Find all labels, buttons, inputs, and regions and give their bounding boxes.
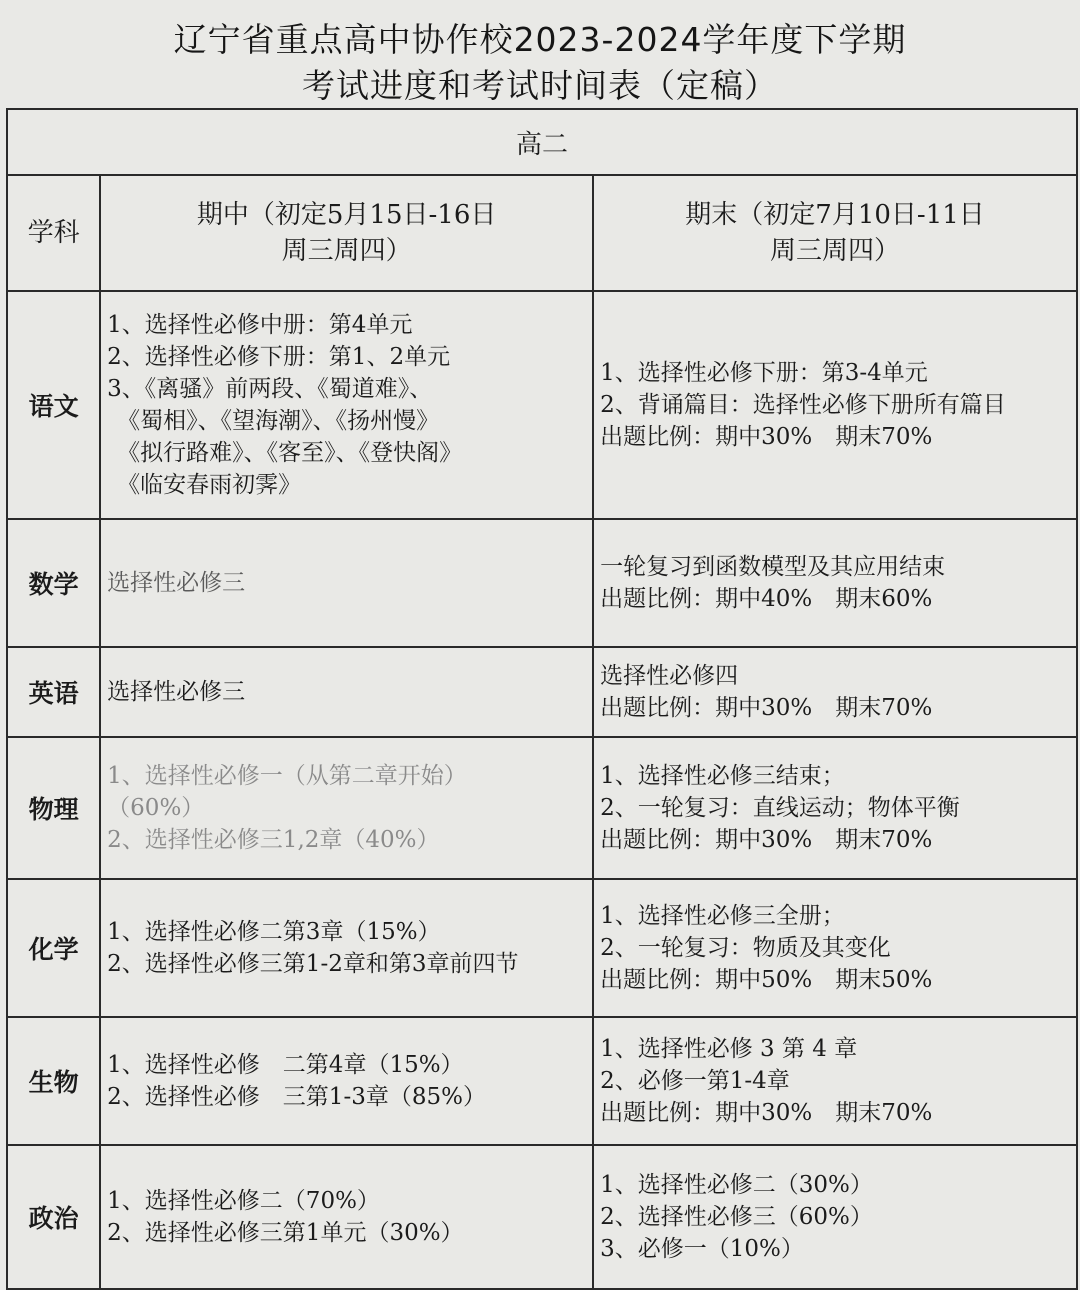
final-scope-cell bbox=[593, 737, 1077, 879]
content-line: 一轮复习到函数模型及其应用结束 bbox=[600, 554, 946, 580]
content-line: 1、选择性必修三结束； bbox=[600, 763, 845, 789]
subject-cell: 政治 bbox=[7, 1145, 100, 1289]
content-line: 2、一轮复习：物质及其变化 bbox=[600, 935, 891, 961]
content-line: 1、选择性必修 3 第 4 章 bbox=[600, 1036, 858, 1062]
final-scope-cell bbox=[593, 1017, 1077, 1145]
final-header-line1: 期末（初定7月10日-11日 bbox=[685, 200, 985, 230]
midterm-column-header bbox=[100, 175, 593, 291]
content-line: 出题比例：期中30% 期末70% bbox=[600, 424, 933, 450]
midterm-scope-cell bbox=[100, 291, 593, 519]
content-line: 1、选择性必修 二第4章（15%） bbox=[107, 1052, 464, 1078]
content-line: 1、选择性必修下册：第3-4单元 bbox=[600, 360, 928, 386]
table-row bbox=[7, 1017, 1077, 1145]
table-row bbox=[7, 291, 1077, 519]
midterm-scope-cell bbox=[100, 519, 593, 647]
content-line: 1、选择性必修二（30%） bbox=[600, 1172, 873, 1198]
content-line: 2、选择性必修 三第1-3章（85%） bbox=[107, 1084, 486, 1110]
table-row bbox=[7, 647, 1077, 737]
exam-schedule-table bbox=[6, 108, 1078, 1290]
midterm-scope-cell bbox=[100, 737, 593, 879]
content-line: 选择性必修三 bbox=[107, 570, 246, 596]
midterm-header-line1: 期中（初定5月15日-16日 bbox=[196, 200, 497, 230]
content-line: 出题比例：期中30% 期末70% bbox=[600, 1100, 933, 1126]
final-scope-cell bbox=[593, 879, 1077, 1017]
content-line: 出题比例：期中40% 期末60% bbox=[600, 586, 933, 612]
final-scope-cell bbox=[593, 291, 1077, 519]
content-line: 出题比例：期中30% 期末70% bbox=[600, 695, 933, 721]
table-row bbox=[7, 1145, 1077, 1289]
content-line: 《临安春雨初霁》 bbox=[117, 472, 302, 498]
subject-cell: 数学 bbox=[7, 519, 100, 647]
final-scope-cell bbox=[593, 519, 1077, 647]
content-line: 1、选择性必修一（从第二章开始） bbox=[107, 763, 467, 789]
content-line: 《拟行路难》、《客至》、《登快阁》 bbox=[117, 440, 463, 466]
subject-cell: 英语 bbox=[7, 647, 100, 737]
content-line: 2、背诵篇目：选择性必修下册所有篇目 bbox=[600, 392, 1006, 418]
content-line: 1、选择性必修二第3章（15%） bbox=[107, 919, 441, 945]
subject-cell: 物理 bbox=[7, 737, 100, 879]
midterm-scope-cell bbox=[100, 1145, 593, 1289]
subject-cell: 生物 bbox=[7, 1017, 100, 1145]
midterm-scope-cell bbox=[100, 879, 593, 1017]
content-line: 2、选择性必修下册：第1、2单元 bbox=[107, 344, 451, 370]
content-line: 1、选择性必修三全册； bbox=[600, 903, 845, 929]
subject-cell: 化学 bbox=[7, 879, 100, 1017]
midterm-header-line2: 周三周四） bbox=[281, 236, 412, 266]
content-line: （60%） bbox=[107, 795, 205, 821]
document-title-line2: 考试进度和考试时间表（定稿） bbox=[302, 66, 778, 105]
subject-cell: 语文 bbox=[7, 291, 100, 519]
content-line: 1、选择性必修二（70%） bbox=[107, 1188, 380, 1214]
content-line: 3、《离骚》前两段、《蜀道难》、 bbox=[107, 376, 433, 402]
subject-column-header: 学科 bbox=[7, 175, 100, 291]
content-line: 出题比例：期中30% 期末70% bbox=[600, 827, 933, 853]
content-line: 出题比例：期中50% 期末50% bbox=[600, 967, 933, 993]
midterm-scope-cell bbox=[100, 1017, 593, 1145]
final-scope-cell bbox=[593, 1145, 1077, 1289]
content-line: 选择性必修四 bbox=[600, 663, 739, 689]
table-row bbox=[7, 737, 1077, 879]
content-line: 2、选择性必修三第1-2章和第3章前四节 bbox=[107, 951, 519, 977]
content-line: 2、选择性必修三第1单元（30%） bbox=[107, 1220, 464, 1246]
content-line: 1、选择性必修中册：第4单元 bbox=[107, 312, 413, 338]
grade-header: 高二 bbox=[7, 109, 1077, 175]
content-line: 3、必修一（10%） bbox=[600, 1236, 804, 1262]
content-line: 2、选择性必修三1,2章（40%） bbox=[107, 827, 440, 853]
final-column-header bbox=[593, 175, 1077, 291]
table-row bbox=[7, 519, 1077, 647]
content-line: 2、一轮复习：直线运动；物体平衡 bbox=[600, 795, 960, 821]
final-scope-cell bbox=[593, 647, 1077, 737]
content-line: 选择性必修三 bbox=[107, 679, 246, 705]
content-line: 《蜀相》、《望海潮》、《扬州慢》 bbox=[117, 408, 440, 434]
content-line: 2、选择性必修三（60%） bbox=[600, 1204, 873, 1230]
table-row bbox=[7, 879, 1077, 1017]
content-line: 2、必修一第1-4章 bbox=[600, 1068, 790, 1094]
final-header-line2: 周三周四） bbox=[770, 236, 901, 266]
document-title-line1: 辽宁省重点高中协作校2023-2024学年度下学期 bbox=[173, 20, 907, 59]
midterm-scope-cell bbox=[100, 647, 593, 737]
